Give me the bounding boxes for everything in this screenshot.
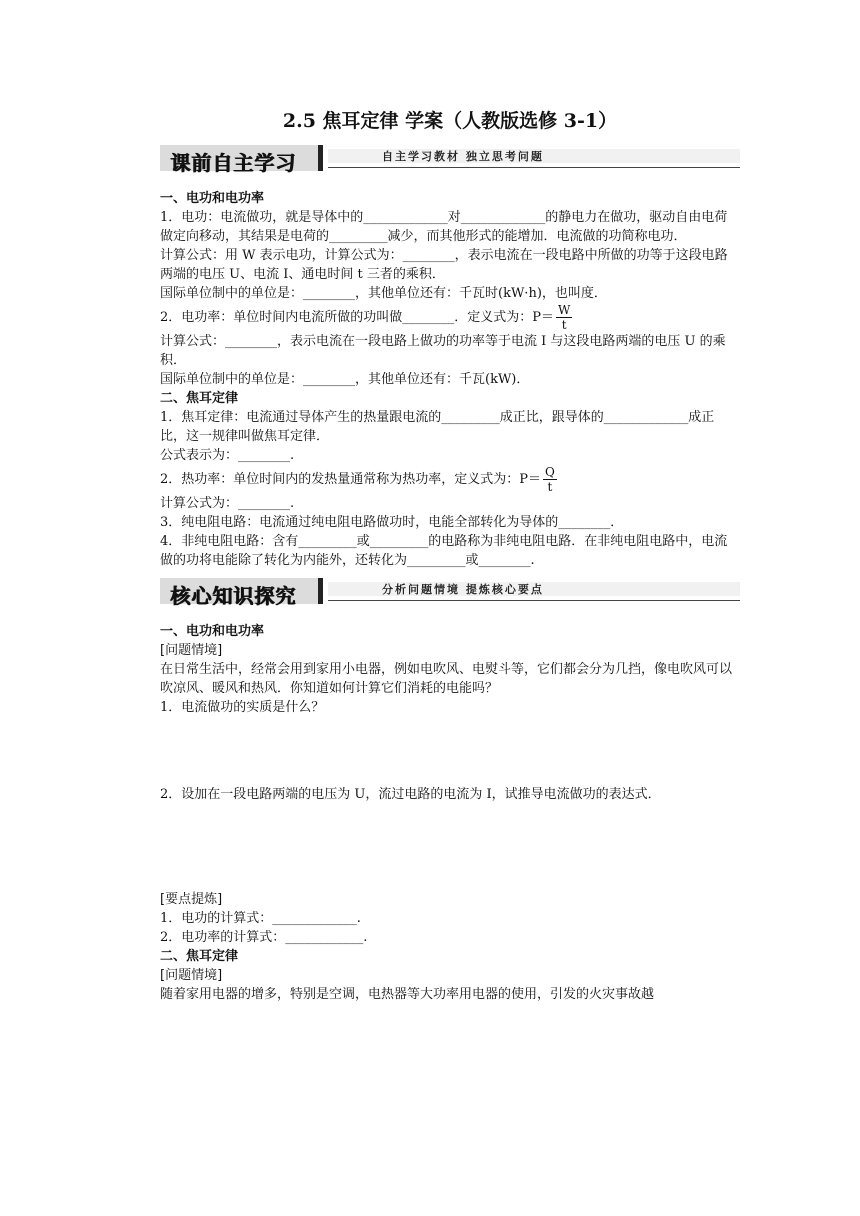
- text-line: 计算公式：________，表示电流在一段电路上做功的功率等于电流 I 与这段电路两端的电压 U 的乘积．: [160, 334, 726, 368]
- fraction-w-over-t: $\frac{W}{t}$: [558, 303, 571, 332]
- question: 2．设加在一段电路两端的电压为 U，流过电路的电流为 I，试推导电流做功的表达式．: [160, 787, 661, 802]
- banner-subtitle: 分析问题情境 提炼核心要点: [382, 583, 544, 596]
- text-line: 2．电功率：单位时间内电流所做的功叫做________．定义式为：P＝ $\frac{W}{t}$: [160, 303, 571, 332]
- answer-space: [160, 717, 740, 785]
- question: 1．电流做功的实质是什么？: [160, 700, 325, 715]
- section-banner-pre-study: [160, 145, 740, 175]
- fraction-q-over-t: $\frac{Q}{t}$: [545, 465, 555, 494]
- answer-space: [160, 804, 740, 890]
- text-line: 国际单位制中的单位是：________，其他单位还有：千瓦(kW)．: [160, 372, 530, 387]
- heading-joule-law: 二、焦耳定律: [160, 391, 239, 406]
- text-line: 4．非纯电阻电路：含有_________或_________的电路称为非纯电阻电路．在非纯电阻电路中，电流做的功将电能除了转化为内能外，还转化为_________或________.: [160, 534, 728, 568]
- problem-situation-label: [问题情境]: [160, 968, 223, 983]
- text-line: 公式表示为：________.: [160, 448, 295, 463]
- text-line: 1．电功：电流做功，就是导体中的_____________对_____________的静电力在做功，驱动自由电荷做定向移动，其结果是电荷的_________减少，而其他形式的能增加．电流做的功简称电功．: [160, 210, 728, 244]
- text-line: 国际单位制中的单位是：________，其他单位还有：千瓦时(kW·h)，也叫度．: [160, 286, 607, 301]
- section-banner-core-knowledge: [160, 578, 740, 608]
- text-line: 在日常生活中，经常会用到家用小电器，例如电吹风、电熨斗等，它们都会分为几挡，像电吹风可以吹凉风、暖风和热风．你知道如何计算它们消耗的电能吗？: [160, 662, 733, 696]
- text-line: 3．纯电阻电路：电流通过纯电阻电路做功时，电能全部转化为导体的________．: [160, 515, 624, 530]
- text-line: 2．电功率的计算式：____________.: [160, 930, 368, 945]
- text-line: 1．电功的计算式：_____________.: [160, 911, 361, 926]
- banner-subtitle: 自主学习教材 独立思考问题: [382, 150, 544, 163]
- document-page: [160, 100, 740, 1004]
- key-points-label: [要点提炼]: [160, 892, 223, 907]
- text-line: 计算公式为：________.: [160, 496, 295, 511]
- text-line: 随着家用电器的增多，特别是空调，电热器等大功率用电器的使用，引发的火灾事故越: [160, 987, 655, 1002]
- text-line: 2．热功率：单位时间内的发热量通常称为热功率，定义式为：P＝ $\frac{Q}{t}$: [160, 465, 555, 494]
- problem-situation-label: [问题情境]: [160, 643, 223, 658]
- page-title: 2.5 焦耳定律 学案（人教版选修 3-1）: [282, 110, 618, 132]
- text-line: 计算公式：用 W 表示电功，计算公式为：________，表示电流在一段电路中所做的功等于这段电路两端的电压 U、电流 I、通电时间 t 三者的乘积．: [160, 248, 728, 282]
- text-line: 1．焦耳定律：电流通过导体产生的热量跟电流的_________成正比，跟导体的_____________成正比，这一规律叫做焦耳定律．: [160, 410, 715, 444]
- heading-electric-work: 一、电功和电功率: [160, 191, 265, 206]
- heading-joule-law: 二、焦耳定律: [160, 949, 239, 964]
- banner-label: 课前自主学习: [170, 151, 296, 175]
- banner-label: 核心知识探究: [170, 584, 296, 608]
- heading-electric-work: 一、电功和电功率: [160, 624, 265, 639]
